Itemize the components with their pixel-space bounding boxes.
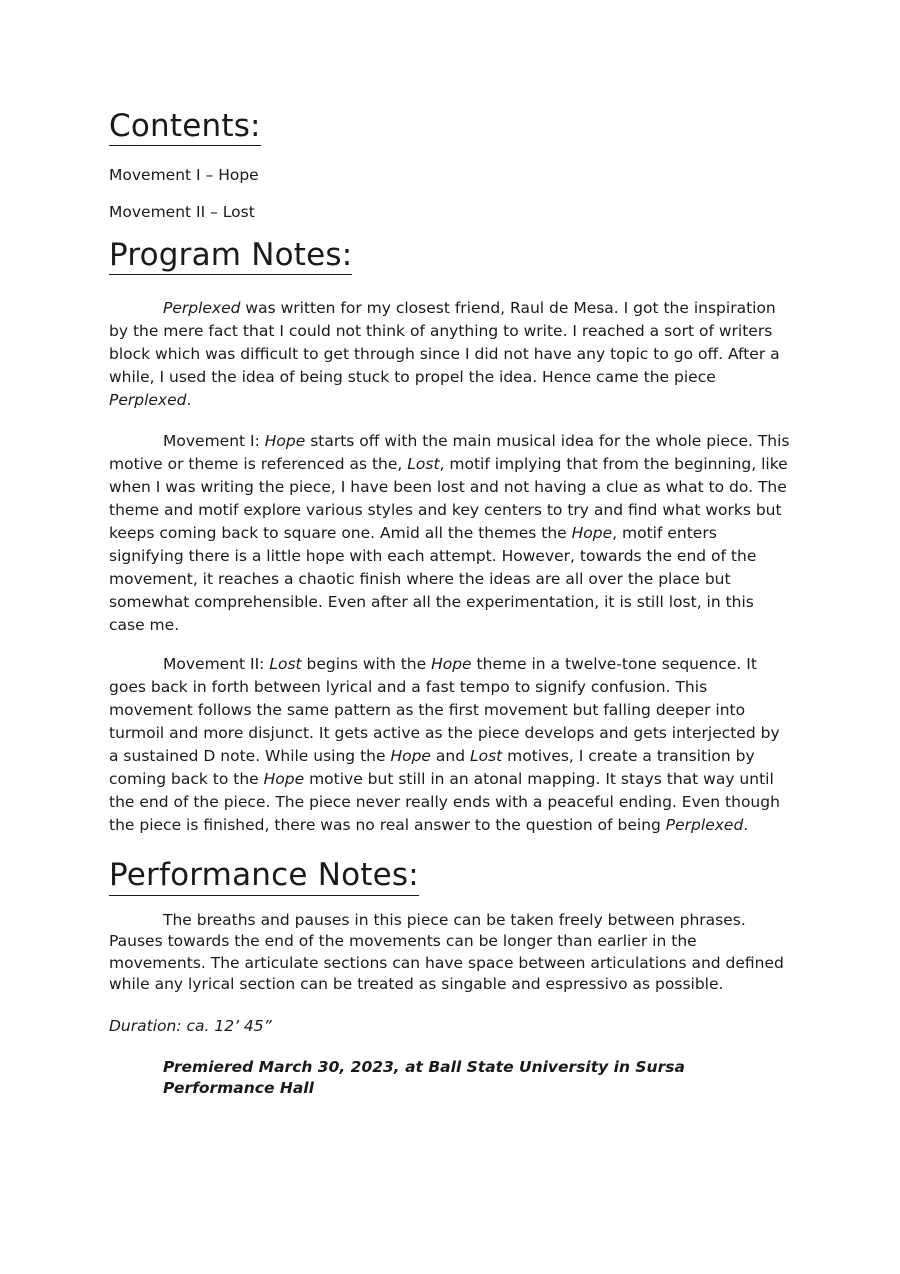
- title-italic: Hope: [431, 655, 472, 674]
- duration-text: Duration: ca. 12’ 45”: [109, 1016, 272, 1035]
- performance-notes-section: [109, 857, 792, 1098]
- text-span: , motif enters signifying there is a little hope with each attempt. However, towards the end of the movement, it reaches a chaotic finish where the ideas are all over the place but somewhat comprehensible. Even after all the experimentation, it is still lost, in this case me.: [109, 524, 757, 635]
- title-italic: Lost: [469, 747, 503, 766]
- title-italic: Hope: [264, 432, 306, 451]
- contents-section: [109, 108, 792, 223]
- program-notes-section: [109, 237, 792, 837]
- premiere-text: Premiered March 30, 2023, at Ball State University in Sursa Performance Hall: [163, 1057, 685, 1097]
- program-notes-heading: Program Notes:: [109, 237, 352, 275]
- performance-notes-heading: Performance Notes:: [109, 857, 419, 895]
- toc-item-movement-2: Movement II – Lost: [109, 203, 255, 222]
- title-italic: Hope: [571, 524, 613, 543]
- text-span: starts off with the main musical idea for the whole piece. This motive or theme is referenced as the,: [109, 432, 790, 474]
- text-span: motives, I create a transition by coming back to the: [109, 747, 755, 789]
- text-span: theme in a twelve-tone sequence. It goes back in forth between lyrical and a fast tempo to signify confusion. This movement follows the same pattern as the first movement but falling deeper into turmoil and more disjunct. It gets active as the piece develops and gets interjected by a sustained D note. While using the: [109, 655, 780, 766]
- title-italic: Lost: [269, 655, 302, 674]
- text-span: , motif implying that from the beginning, like when I was writing the piece, I have been lost and not having a clue as what to do. The theme and motif explore various styles and key centers to try and find what works but keeps coming back to square one. Amid all the themes the: [109, 455, 788, 543]
- program-notes-paragraph-1: [109, 297, 792, 412]
- performance-notes-paragraph: The breaths and pauses in this piece can be taken freely between phrases. Pauses towards the end of the movements can be longer than earlier in the movements. The articulate sections can have space between articulations and defined while any lyrical section can be treated as singable and espressivo as possible.: [109, 910, 784, 994]
- contents-heading: Contents:: [109, 108, 261, 146]
- text-span: Movement I:: [163, 432, 265, 451]
- text-span: Movement II:: [163, 655, 270, 674]
- text-span: begins with the: [301, 655, 432, 674]
- text-span: was written for my closest friend, Raul de Mesa. I got the inspiration by the mere fact that I could not think of anything to write. I reached a sort of writers block which was difficult to get through since I did not have any topic to go off. After a while, I used the idea of being stuck to propel the idea. Hence came the piece: [109, 299, 780, 387]
- title-italic: Hope: [263, 770, 305, 789]
- text-span: and: [430, 747, 470, 766]
- toc-item-movement-1: Movement I – Hope: [109, 166, 259, 185]
- title-italic: Lost: [407, 455, 440, 474]
- text-span: motive but still in an atonal mapping. It stays that way until the end of the piece. The piece never really ends with a peaceful ending. Even though the piece is finished, there was no real answer to the question of being: [109, 770, 780, 835]
- text-span: .: [743, 816, 749, 835]
- program-notes-paragraph-3: [109, 653, 792, 837]
- title-italic: Perplexed: [109, 391, 187, 410]
- text-span: .: [186, 391, 192, 410]
- title-italic: Perplexed: [163, 299, 241, 318]
- program-notes-paragraph-2: [109, 430, 792, 637]
- title-italic: Perplexed: [665, 816, 744, 835]
- title-italic: Hope: [390, 747, 431, 766]
